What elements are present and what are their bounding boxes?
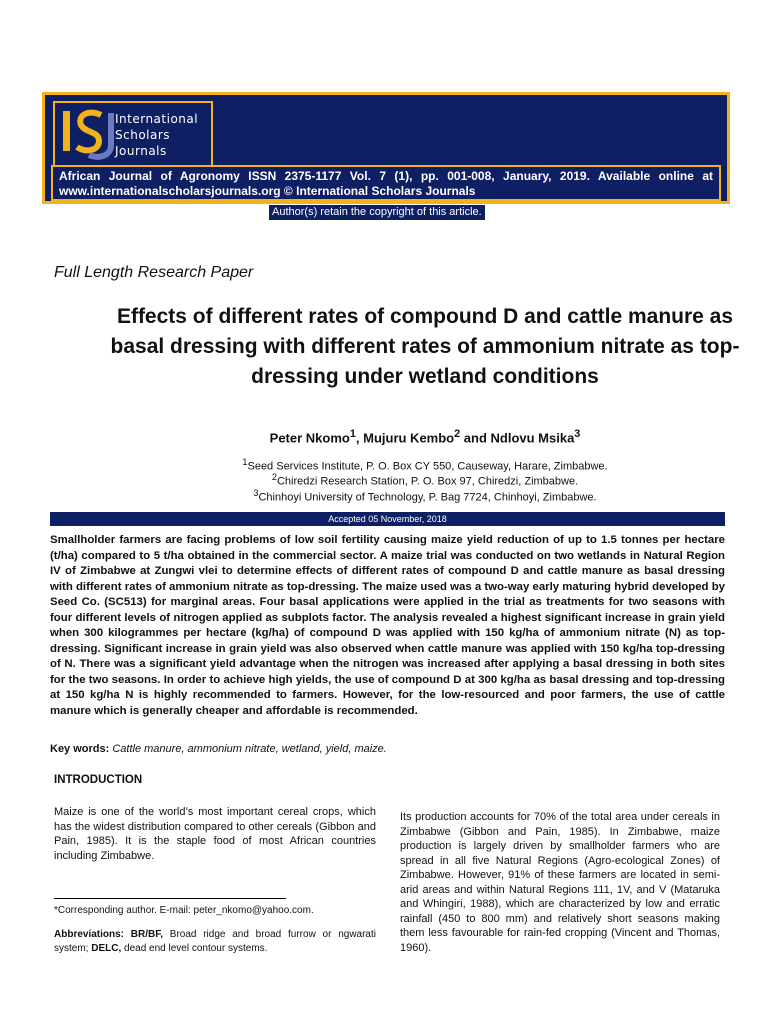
- journal-logo: [53, 101, 213, 167]
- affiliation-text: Chinhoyi University of Technology, P. Bag 7724, Chinhoyi, Zimbabwe.: [258, 491, 597, 504]
- abbreviations-label: Abbreviations:: [54, 929, 125, 940]
- abbreviations-footnote: [54, 928, 376, 955]
- keywords-label: Key words:: [50, 743, 110, 755]
- affiliation-text: Chiredzi Research Station, P. O. Box 97, Chiredzi, Zimbabwe.: [276, 475, 579, 488]
- logo-wordmark: [115, 111, 198, 159]
- abbreviation-definition: dead end level contour systems.: [121, 942, 268, 954]
- author-separator: and: [460, 430, 491, 446]
- logo-line: Journals: [115, 144, 167, 158]
- abstract: Smallholder farmers are facing problems of low soil fertility causing maize yield reduction of up to 1.5 tonnes per hectare (t/ha) compared to 5 t/ha obtained in the commercial sector. A maize trial was conducted on two wetlands in Natural Region IV of Zimbabwe at Zungwi vlei to determine effects of different rates of compound D and cattle manure as basal dressing with different rates of ammonium nitrate as top-dressing. The maize used was a two-way early maturing hybrid developed by Seed Co. (SC513) for marginal areas. Four basal applications were applied in the trial as treatments for two seasons with four different levels of nitrogen applied as subplots factor. The analysis revealed a highest significant increase in grain yield when 300 kilogrammes per hectare (kg/ha) of compound D was applied with 150 kg/ha of ammonium nitrate (N) as top-dressing. Significant increase in grain yield was also observed when cattle manure was applied with 150 kg/ha top-dressing of N. There was a significant yield advantage when the nitrogen was increased after applying a basal dressing in both sites for the two seasons. In order to achieve high yields, the use of compound D at 300 kg/ha as basal dressing and top-dressing at 150 kg/ha N is highly recommended to farmers. However, for the low-resourced and poor farmers, the use of cattle manure which is generally cheaper and affordable is recommended.: [50, 534, 725, 717]
- footnote-divider: [54, 898, 286, 899]
- section-heading-introduction: INTRODUCTION: [54, 774, 143, 786]
- author-list: [100, 428, 750, 445]
- author-name: Peter Nkomo: [269, 430, 350, 446]
- isj-logo-icon: [59, 105, 117, 163]
- author-separator: ,: [355, 430, 364, 446]
- logo-line: Scholars: [115, 128, 171, 142]
- abbreviation-term: BR/BF,: [130, 929, 164, 940]
- copyright-notice: Author(s) retain the copyright of this article.: [269, 205, 485, 220]
- intro-left-paragraph: Maize is one of the world’s most important cereal crops, which has the widest distribution compared to other cereals (Gibbon and Pain, 1985). It is the staple food of most African countries including Zimbabwe.: [54, 806, 376, 862]
- paper-title: Effects of different rates of compound D and cattle manure as basal dressing with different rates of ammonium nitrate as top-dressing under wetland conditions: [110, 305, 740, 388]
- intro-right-paragraph: Its production accounts for 70% of the total area under cereals in Zimbabwe (Gibbon and Pain, 1985). In Zimbabwe, maize production is largely driven by smallholder farmers who are spread in all five Natural Regions (Agro-ecological Zones) of Zimbabwe. However, 91% of these farmers are located in semi-arid areas and within Natural Regions 111, 1V, and V (Mataruka and Whingiri, 1988), which are characterized by low and erratic rainfall (450 to 800 mm) and relatively short seasons making them less favourable for rain-fed cropping (Vincent and Thomas, 1960).: [400, 811, 720, 954]
- corresponding-author-footnote: *Corresponding author. E-mail: peter_nkomo@yahoo.com.: [54, 905, 314, 916]
- keywords: [50, 743, 387, 755]
- paper-type: Full Length Research Paper: [54, 264, 254, 281]
- author-sup: 1: [349, 428, 356, 440]
- author-sup: 2: [454, 428, 461, 440]
- affiliation-sup: 3: [253, 488, 259, 498]
- abbreviation-definition: Broad ridge and broad furrow or ngwarati system;: [54, 929, 376, 954]
- author-name: Mujuru Kembo: [363, 430, 455, 446]
- author-sup: 3: [574, 428, 581, 440]
- logo-line: International: [115, 112, 199, 126]
- abbreviation-term: DELC,: [91, 942, 122, 954]
- keywords-text: Cattle manure, ammonium nitrate, wetland, yield, maize.: [109, 743, 387, 755]
- journal-header: [42, 92, 730, 204]
- accepted-date: Accepted 05 November, 2018: [50, 512, 725, 526]
- affiliation: [100, 486, 750, 505]
- journal-citation: African Journal of Agronomy ISSN 2375-1177 Vol. 7 (1), pp. 001-008, January, 2019. Available online at www.internationalscholarsjournals.org © International Scholars Journals: [51, 165, 721, 201]
- affiliation-text: Seed Services Institute, P. O. Box CY 550, Causeway, Harare, Zimbabwe.: [247, 460, 608, 473]
- affiliation-sup: 1: [242, 457, 248, 467]
- affiliation-sup: 2: [271, 472, 277, 482]
- author-name: Ndlovu Msika: [490, 430, 575, 446]
